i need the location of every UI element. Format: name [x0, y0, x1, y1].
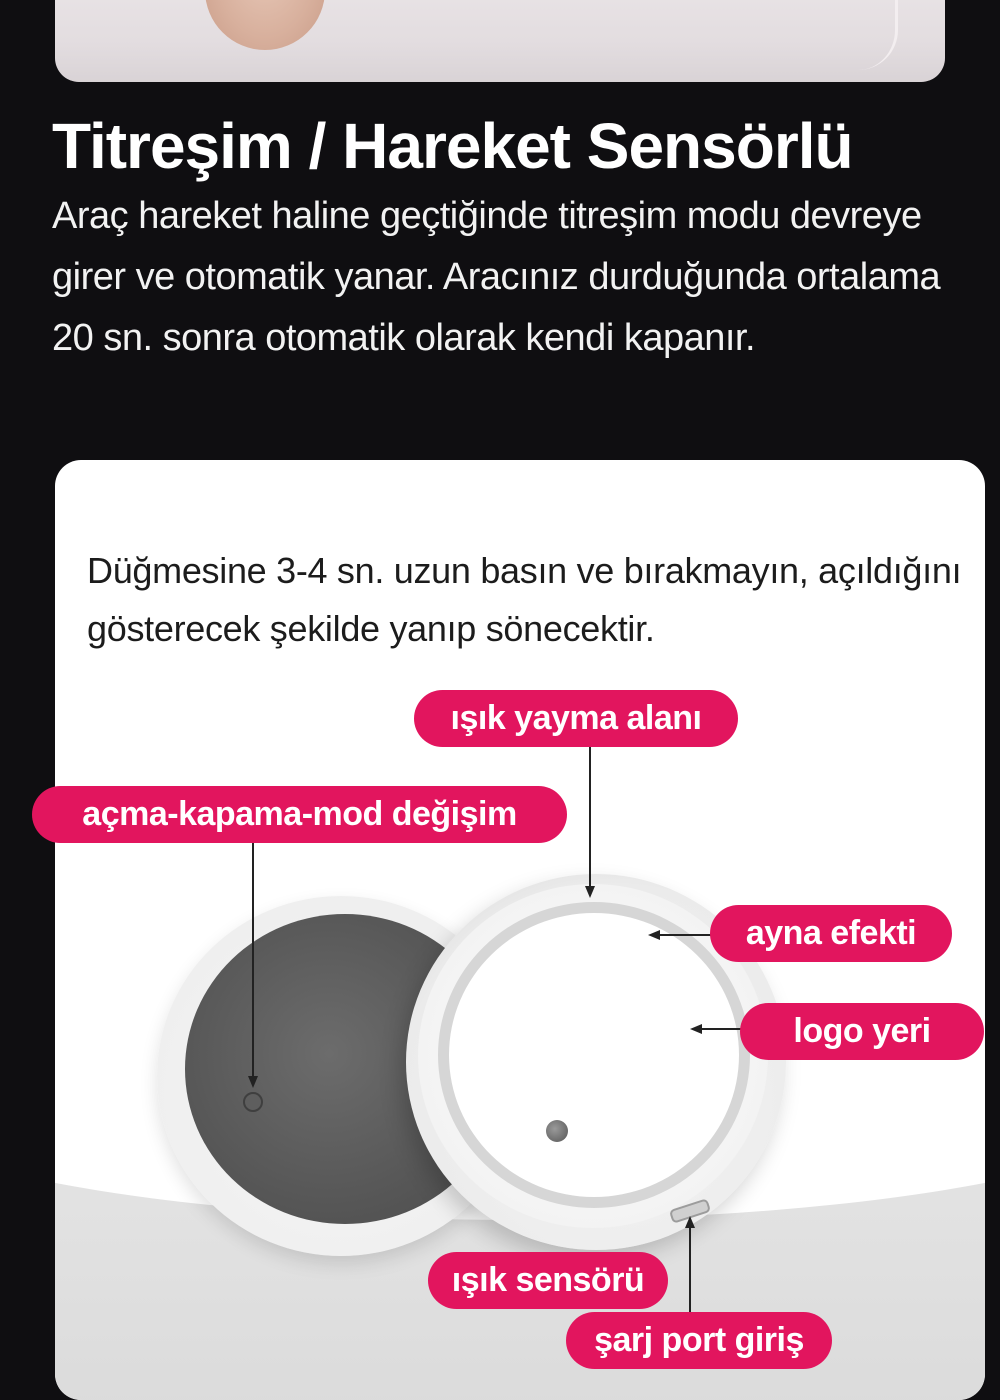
section-description: Araç hareket haline geçtiğinde titreşim modu devreye girer ve otomatik yanar. Aracınız durduğunda ortalama 20 sn. sonra otomatik olarak kendi kapanır. — [52, 195, 941, 359]
hand-image — [205, 0, 325, 50]
callout-arrow-charge-port — [685, 1216, 695, 1228]
label-power-mode: açma-kapama-mod değişim — [32, 786, 567, 843]
callout-line-logo — [702, 1028, 742, 1030]
callout-arrow-power-mode — [248, 1076, 258, 1088]
callout-arrow-logo — [690, 1024, 702, 1034]
power-button — [243, 1092, 263, 1112]
cable-image — [845, 0, 898, 70]
callout-line-power-mode — [252, 842, 254, 1078]
callout-arrow-light-area — [585, 886, 595, 898]
light-sensor-dot — [546, 1120, 568, 1142]
label-light-area: ışık yayma alanı — [414, 690, 738, 747]
callout-arrow-mirror — [648, 930, 660, 940]
callout-line-light-area — [589, 745, 591, 888]
light-ring — [438, 902, 750, 1208]
callout-line-mirror — [660, 934, 712, 936]
label-light-sensor: ışık sensörü — [428, 1252, 668, 1309]
label-mirror-effect: ayna efekti — [710, 905, 952, 962]
label-charge-port: şarj port giriş — [566, 1312, 832, 1369]
instruction-text: Düğmesine 3-4 sn. uzun basın ve bırakmayın, açıldığını gösterecek şekilde yanıp sönecektir. — [87, 550, 962, 649]
label-logo-area: logo yeri — [740, 1003, 984, 1060]
top-product-photo — [55, 0, 945, 82]
section-title: Titreşim / Hareket Sensörlü — [52, 110, 853, 182]
callout-line-charge-port — [689, 1226, 691, 1318]
